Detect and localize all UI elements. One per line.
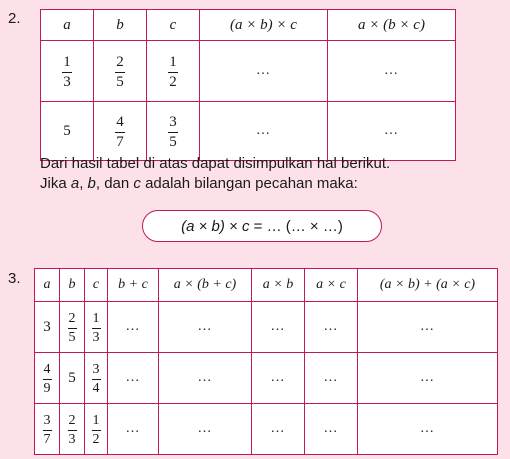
cell-c (85, 404, 108, 455)
answer-blank: … (358, 353, 498, 404)
cell-b (94, 102, 147, 161)
answer-blank: … (108, 302, 159, 353)
header-b: b (60, 269, 85, 302)
fraction: $\frac{2}{5}$ (68, 311, 76, 345)
table-row (35, 353, 498, 404)
header-b-plus-c: b + c (108, 269, 159, 302)
fraction: $\frac{1}{3}$ (63, 53, 71, 90)
answer-blank: … (159, 404, 252, 455)
answer-blank: … (159, 353, 252, 404)
header-ac: a × c (305, 269, 358, 302)
answer-blank: … (358, 404, 498, 455)
answer-blank: … (358, 302, 498, 353)
formula-box (142, 210, 382, 242)
header-ab-plus-ac: (a × b) + (a × c) (358, 269, 498, 302)
header-c: c (85, 269, 108, 302)
answer-blank: … (328, 41, 456, 102)
conclusion-line-1: Dari hasil tabel di atas dapat disimpulkan hal berikut. (40, 155, 391, 172)
answer-blank: … (159, 302, 252, 353)
header-c: c (147, 10, 200, 41)
header-a-bc: a × (b × c) (328, 10, 456, 41)
table-row (41, 41, 456, 102)
header-a: a (35, 269, 60, 302)
fraction: $\frac{4}{9}$ (43, 362, 51, 396)
fraction: $\frac{3}{5}$ (169, 113, 177, 150)
answer-blank: … (305, 353, 358, 404)
fraction: $\frac{1}{2}$ (92, 413, 100, 447)
header-b: b (94, 10, 147, 41)
cell-b (60, 404, 85, 455)
header-a-times-bc: a × (b + c) (159, 269, 252, 302)
table-row (35, 302, 498, 353)
table-distributive (34, 268, 498, 455)
formula-rhs: = … (… × …) (249, 217, 343, 235)
answer-blank: … (305, 404, 358, 455)
cell-a (35, 353, 60, 404)
answer-blank: … (200, 102, 328, 161)
cell-a: 3 (35, 302, 60, 353)
cell-c (85, 353, 108, 404)
header-ab: a × b (252, 269, 305, 302)
answer-blank: … (305, 302, 358, 353)
answer-blank: … (108, 353, 159, 404)
fraction: $\frac{3}{4}$ (92, 362, 100, 396)
answer-blank: … (108, 404, 159, 455)
fraction: $\frac{4}{7}$ (116, 113, 124, 150)
answer-blank: … (252, 302, 305, 353)
question-number-3: 3. (8, 270, 21, 287)
table-row (35, 404, 498, 455)
header-a: a (41, 10, 94, 41)
answer-blank: … (252, 404, 305, 455)
table-associative (40, 9, 456, 161)
fraction: $\frac{3}{7}$ (43, 413, 51, 447)
cell-a: 5 (41, 102, 94, 161)
cell-b (60, 302, 85, 353)
cell-c (147, 102, 200, 161)
cell-a (41, 41, 94, 102)
fraction: $\frac{1}{2}$ (169, 53, 177, 90)
header-ab-c: (a × b) × c (200, 10, 328, 41)
fraction: $\frac{2}{5}$ (116, 53, 124, 90)
conclusion-line-2: Jika a, b, dan c adalah bilangan pecahan maka: (40, 175, 358, 192)
cell-c (147, 41, 200, 102)
table-header-row (41, 10, 456, 41)
formula-lhs: (a × b) × c (181, 217, 250, 235)
cell-a (35, 404, 60, 455)
cell-b: 5 (60, 353, 85, 404)
fraction: $\frac{1}{3}$ (92, 311, 100, 345)
fraction: $\frac{2}{3}$ (68, 413, 76, 447)
answer-blank: … (328, 102, 456, 161)
cell-c (85, 302, 108, 353)
conclusion-paragraph (40, 154, 500, 194)
answer-blank: … (252, 353, 305, 404)
table-header-row (35, 269, 498, 302)
answer-blank: … (200, 41, 328, 102)
question-number-2: 2. (8, 10, 21, 27)
table-row (41, 102, 456, 161)
cell-b (94, 41, 147, 102)
